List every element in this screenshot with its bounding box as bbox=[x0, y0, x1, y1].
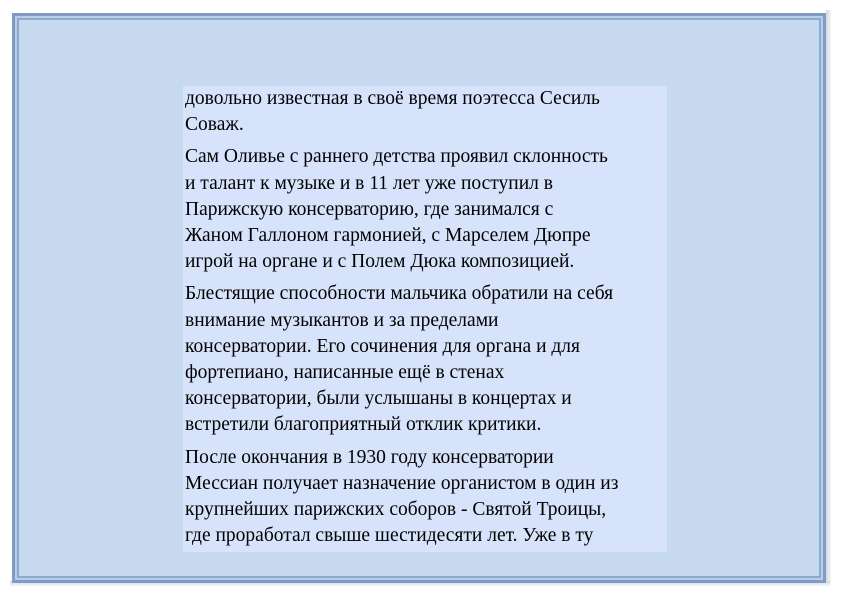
text-line: внимание музыкантов и за пределами bbox=[185, 309, 499, 331]
text-line: и талант к музыке и в 11 лет уже поступил в bbox=[185, 172, 553, 194]
text-line: консерватории, были услышаны в концертах и bbox=[185, 388, 572, 410]
paragraph-1 bbox=[183, 86, 667, 138]
text-line: игрой на органе и с Полем Дюка композицией. bbox=[185, 251, 575, 273]
text-line: крупнейших парижских соборов - Святой Троицы, bbox=[185, 499, 607, 521]
text-line: Мессиан получает назначение органистом в один из bbox=[185, 472, 619, 494]
text-line: встретили благоприятный отклик критики. bbox=[185, 414, 542, 436]
text-line: Парижскую консерваторию, где занимался с bbox=[185, 198, 554, 220]
text-line: где проработал свыше шестидесяти лет. Уже в ту bbox=[185, 525, 594, 547]
text-line: После окончания в 1930 году консерватории bbox=[185, 446, 554, 468]
paragraph-2 bbox=[183, 144, 667, 275]
text-line: фортепиано, написанные ещё в стенах bbox=[185, 362, 505, 384]
text-box[interactable] bbox=[183, 86, 667, 552]
text-line: Жаном Галлоном гармонией, с Марселем Дюпре bbox=[185, 225, 591, 247]
paragraph-3 bbox=[183, 281, 667, 438]
paragraph-4 bbox=[183, 445, 667, 550]
text-line: консерватории. Его сочинения для органа и для bbox=[185, 335, 580, 357]
page-shadow-right bbox=[826, 10, 831, 585]
text-line: Соваж. bbox=[185, 114, 244, 136]
text-line: Сам Оливье с раннего детства проявил склонность bbox=[185, 146, 608, 168]
text-line: довольно известная в своё время поэтесса Сесиль bbox=[185, 88, 600, 109]
text-line: Блестящие способности мальчика обратили на себя bbox=[185, 283, 614, 305]
